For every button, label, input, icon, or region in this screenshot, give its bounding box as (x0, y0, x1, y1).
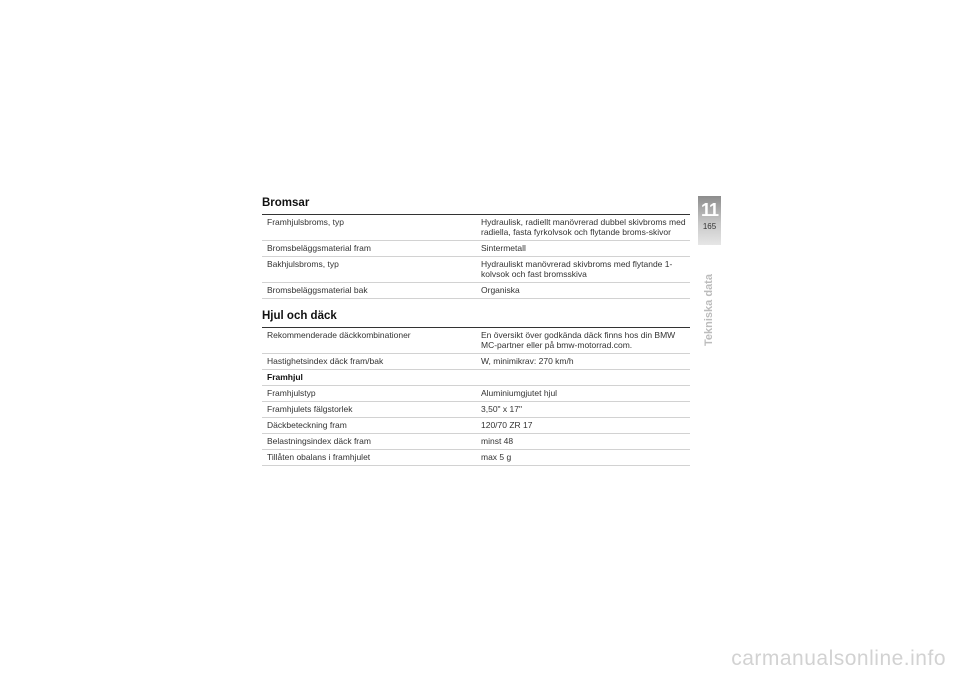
row-value: En översikt över godkända däck finns hos din BMW MC-partner eller på bmw-motorrad.com. (476, 328, 690, 354)
row-value: W, minimikrav: 270 km/h (476, 354, 690, 370)
table-row (262, 402, 690, 418)
row-label: Bakhjulsbroms, typ (262, 257, 476, 283)
chapter-title-vertical: Tekniska data (703, 274, 715, 346)
table-row (262, 283, 690, 299)
table-row (262, 354, 690, 370)
watermark: carmanualsonline.info (731, 647, 946, 670)
page-number: 165 (702, 222, 717, 231)
chapter-number: 11 (700, 200, 719, 220)
row-value: Aluminiumgjutet hjul (476, 386, 690, 402)
row-label: Framhjulets fälgstorlek (262, 402, 476, 418)
table-row (262, 328, 690, 354)
row-value: max 5 g (476, 450, 690, 466)
row-label: Bromsbeläggsmaterial fram (262, 241, 476, 257)
brakes-table (262, 214, 690, 299)
section-heading-wheels-tires: Hjul och däck (262, 310, 337, 322)
row-value: Hydrauliskt manövrerad skivbroms med flytande 1-kolvsok och fast bromsskiva (476, 257, 690, 283)
row-value: Organiska (476, 283, 690, 299)
table-row (262, 418, 690, 434)
front-wheel-subheading: Framhjul (262, 370, 690, 386)
row-label: Framhjulsbroms, typ (262, 215, 476, 241)
row-label: Belastningsindex däck fram (262, 434, 476, 450)
row-value: 3,50" x 17" (476, 402, 690, 418)
row-value: minst 48 (476, 434, 690, 450)
table-row (262, 241, 690, 257)
table-row (262, 215, 690, 241)
row-label: Bromsbeläggsmaterial bak (262, 283, 476, 299)
row-label: Rekommenderade däckkombinationer (262, 328, 476, 354)
wheels-tires-table (262, 327, 690, 466)
section-heading-brakes: Bromsar (262, 197, 310, 209)
row-label: Däckbeteckning fram (262, 418, 476, 434)
row-label: Hastighetsindex däck fram/bak (262, 354, 476, 370)
table-row (262, 257, 690, 283)
table-row (262, 386, 690, 402)
spec-content (262, 196, 690, 466)
table-subheading-row (262, 370, 690, 386)
row-value: Hydraulisk, radiellt manövrerad dubbel skivbroms med radiella, fasta fyrkolvsok och flytande broms-skivor (476, 215, 690, 241)
row-value: 120/70 ZR 17 (476, 418, 690, 434)
row-label: Tillåten obalans i framhjulet (262, 450, 476, 466)
table-row (262, 450, 690, 466)
row-value: Sintermetall (476, 241, 690, 257)
row-label: Framhjulstyp (262, 386, 476, 402)
chapter-tab (698, 196, 721, 245)
table-row (262, 434, 690, 450)
